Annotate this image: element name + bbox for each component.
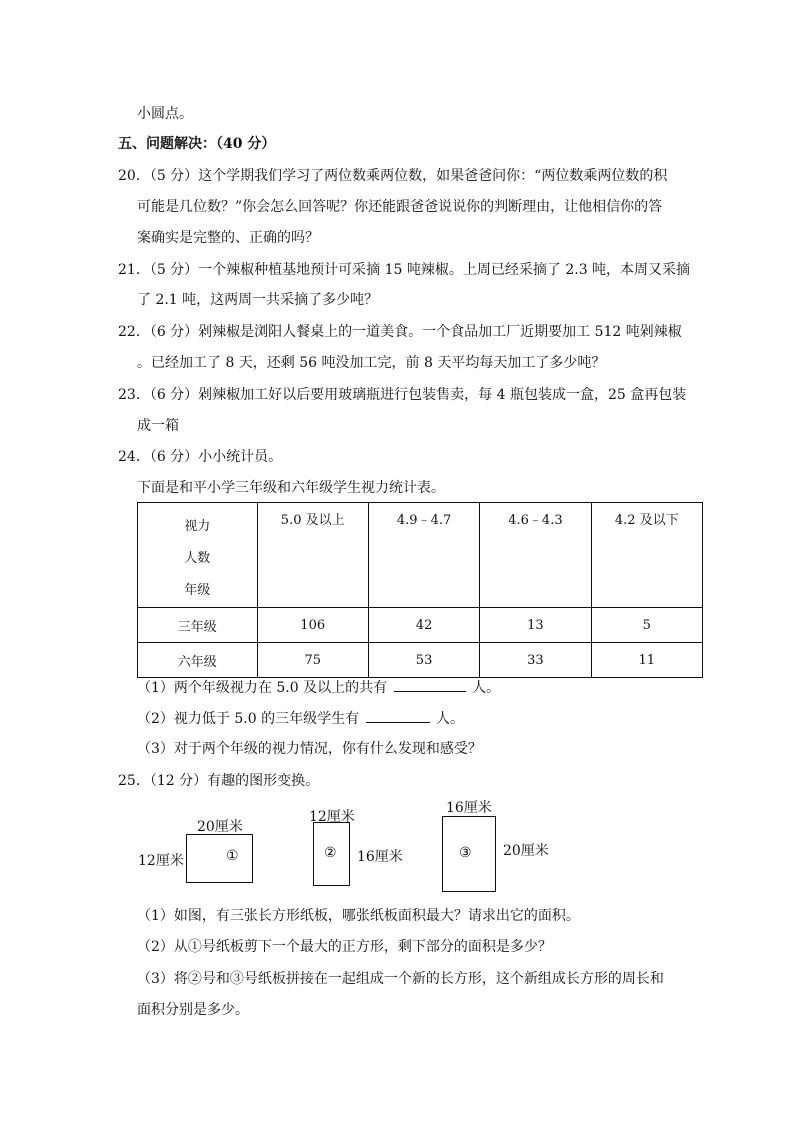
fig1-number: ① (226, 848, 239, 864)
table-cell: 13 (480, 608, 591, 643)
q23-line-2: 成一箱 (137, 418, 179, 434)
table-cell: 106 (257, 608, 368, 643)
q25-title: 25．（12 分）有趣的图形变换。 (118, 773, 320, 789)
q20-line-2: 可能是几位数？”你会怎么回答呢？你还能跟爸爸说说你的判断理由，让他相信你的答 (137, 199, 663, 215)
column-header: 4.2 及以下 (591, 503, 702, 608)
q25-sub3-line-2: 面积分别是多少。 (137, 1002, 249, 1018)
q24-intro: 下面是和平小学三年级和六年级学生视力统计表。 (137, 480, 445, 496)
column-header: 4.9﹣4.7 (368, 503, 479, 608)
table-cell: 33 (480, 643, 591, 678)
corner-label-grade: 年级 (184, 583, 211, 598)
vision-table (137, 502, 703, 678)
q21-line-2: 了 2.1 吨，这两周一共采摘了多少吨？ (137, 292, 379, 308)
table-cell: 53 (368, 643, 479, 678)
corner-label-people: 人数 (184, 551, 211, 566)
answer-blank-1[interactable] (394, 677, 466, 692)
q20-line-3: 案确实是完整的、正确的吗？ (137, 230, 319, 246)
fig3-height-label: 20厘米 (503, 843, 549, 859)
continued-text: 小圆点。 (137, 106, 193, 122)
q25-sub2: （2）从①号纸板剪下一个最大的正方形，剩下部分的面积是多少？ (137, 939, 552, 955)
table-cell: 42 (368, 608, 479, 643)
table-corner-cell (138, 503, 258, 608)
fig2-height-label: 16厘米 (357, 849, 403, 865)
q25-sub1: （1）如图，有三张长方形纸板，哪张纸板面积最大？请求出它的面积。 (137, 908, 580, 924)
table-header-row (138, 503, 703, 608)
row-label: 六年级 (138, 643, 258, 678)
section-title: 五、问题解决：（40 分） (118, 136, 276, 152)
q24-sub2: （2）视力低于 5.0 的三年级学生有 人。 (137, 708, 464, 729)
q22-line-2: 。已经加工了 8 天，还剩 56 吨没加工完，前 8 天平均每天加工了多少吨？ (137, 355, 606, 371)
answer-blank-2[interactable] (366, 708, 430, 723)
fig3-width-label: 16厘米 (446, 800, 492, 816)
row-label: 三年级 (138, 608, 258, 643)
column-header: 5.0 及以上 (257, 503, 368, 608)
fig1-height-label: 12厘米 (138, 853, 184, 869)
q23-line-1: 23．（6 分）剁辣椒加工好以后要用玻璃瓶进行包装售卖，每 4 瓶包装成一盒，25 盒再包装 (118, 387, 687, 403)
table-cell: 75 (257, 643, 368, 678)
fig1-width-label: 20厘米 (197, 819, 243, 835)
fig2-number: ② (324, 845, 337, 861)
fig3-number: ③ (459, 845, 472, 861)
fig2-width-label: 12厘米 (309, 809, 355, 825)
q22-line-1: 22．（6 分）剁辣椒是浏阳人餐桌上的一道美食。一个食品加工厂近期要加工 512 吨剁辣椒 (118, 324, 682, 340)
table-cell: 11 (591, 643, 702, 678)
table-cell: 5 (591, 608, 702, 643)
table-row (138, 643, 703, 678)
q24-sub3: （3）对于两个年级的视力情况，你有什么发现和感受？ (137, 741, 482, 757)
corner-label-vision: 视力 (184, 519, 211, 534)
q25-sub3-line-1: （3）将②号和③号纸板拼接在一起组成一个新的长方形，这个新组成长方形的周长和 (137, 971, 664, 987)
fig1-rectangle (186, 834, 253, 883)
table-row (138, 608, 703, 643)
q21-line-1: 21．（5 分）一个辣椒种植基地预计可采摘 15 吨辣椒。上周已经采摘了 2.3 吨，本周又采摘 (118, 262, 691, 278)
q20-line-1: 20．（5 分）这个学期我们学习了两位数乘两位数，如果爸爸问你：“两位数乘两位数的积 (118, 168, 668, 184)
q24-sub1: （1）两个年级视力在 5.0 及以上的共有 人。 (137, 677, 500, 698)
column-header: 4.6﹣4.3 (480, 503, 591, 608)
q24-title: 24．（6 分）小小统计员。 (118, 449, 283, 465)
